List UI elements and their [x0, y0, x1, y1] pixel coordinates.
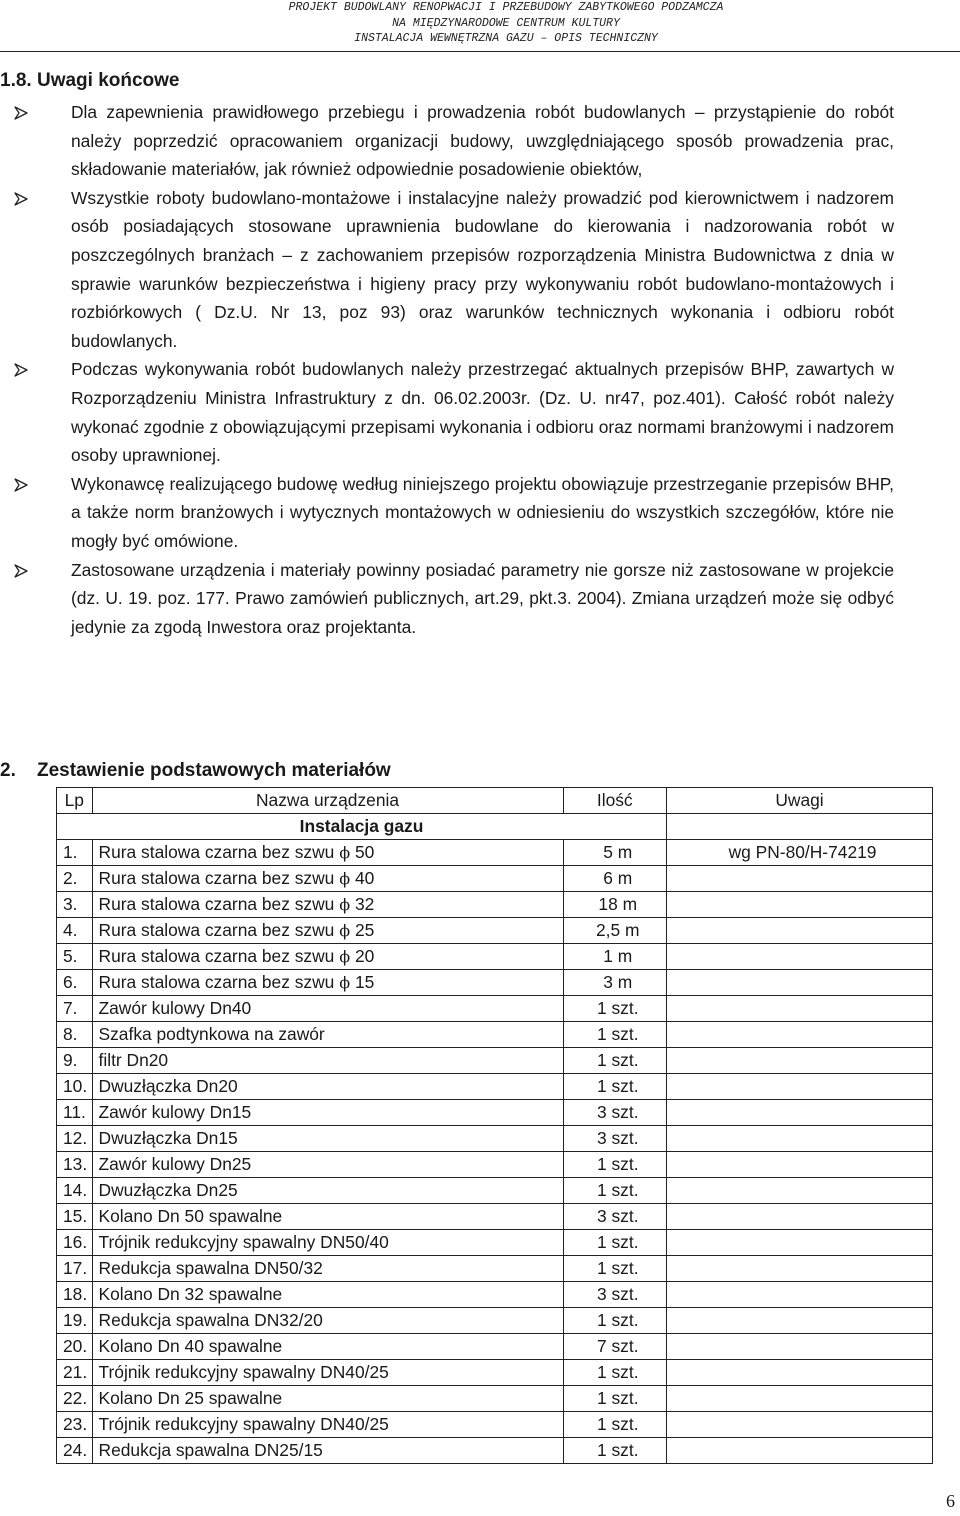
item-name: Rura stalowa czarna bez szwu: [98, 842, 335, 862]
section-title-final-remarks: 1.8. Uwagi końcowe: [0, 70, 180, 91]
cell-qty: 1 szt.: [563, 1048, 667, 1074]
cell-lp: 7.: [57, 996, 93, 1022]
cell-name: [92, 1230, 563, 1256]
cell-lp: 20.: [57, 1334, 93, 1360]
cell-qty: 1 szt.: [563, 1308, 667, 1334]
final-remarks-list: [0, 98, 894, 641]
item-name: Redukcja spawalna DN50/32: [98, 1258, 323, 1278]
cell-lp: 6.: [57, 970, 93, 996]
cell-qty: 1 szt.: [563, 996, 667, 1022]
table-row: [57, 1412, 933, 1438]
table-row: [57, 1204, 933, 1230]
header-line-3: INSTALACJA WEWNĘTRZNA GAZU – OPIS TECHNICZNY: [354, 32, 658, 45]
cell-remarks: [667, 1282, 933, 1308]
diameter-symbol: ϕ: [339, 843, 351, 862]
cell-qty: 18 m: [563, 892, 667, 918]
cell-remarks: [667, 944, 933, 970]
diameter-symbol: ϕ: [339, 973, 351, 992]
cell-name: [92, 1308, 563, 1334]
item-name: Rura stalowa czarna bez szwu: [98, 920, 335, 940]
cell-name: [92, 970, 563, 996]
list-item-text: Wszystkie roboty budowlano-montażowe i instalacyjne należy prowadzić pod kierownictwem i nadzorem osób posiadających stosowane uprawnienia budowlane do kierowania i nadzorowania robót w poszczególnych branżach – z zachowaniem przepisów rozporządzenia Ministra Budownictwa z dnia w sprawie warunków bezpieczeństwa i higieny pracy przy wykonywaniu robót budowlano-montażowych i rozbiórkowych ( Dz.U. Nr 13, poz 93) oraz warunków technicznych wykonania i odbioru robót budowlanych.: [71, 187, 894, 351]
document-header: [0, 0, 960, 47]
cell-name: [92, 1256, 563, 1282]
cell-lp: 9.: [57, 1048, 93, 1074]
cell-lp: 19.: [57, 1308, 93, 1334]
cell-remarks: [667, 996, 933, 1022]
cell-name: [92, 1152, 563, 1178]
cell-lp: 11.: [57, 1100, 93, 1126]
cell-remarks: [667, 1048, 933, 1074]
item-diameter: 50: [354, 842, 375, 862]
cell-lp: 3.: [57, 892, 93, 918]
item-diameter: 25: [354, 920, 375, 940]
cell-remarks: [667, 918, 933, 944]
header-line-1: PROJEKT BUDOWLANY RENOPWACJI I PRZEBUDOWY ZABYTKOWEGO PODZAMCZA: [288, 1, 724, 14]
table-row: [57, 1360, 933, 1386]
cell-qty: 3 szt.: [563, 1126, 667, 1152]
header-lp: Lp: [57, 788, 93, 814]
cell-qty: 7 szt.: [563, 1334, 667, 1360]
cell-remarks: [667, 1438, 933, 1464]
cell-name: [92, 1360, 563, 1386]
cell-lp: 16.: [57, 1230, 93, 1256]
item-name: Trójnik redukcyjny spawalny DN40/25: [98, 1362, 389, 1382]
cell-remarks: [667, 1386, 933, 1412]
cell-qty: 3 szt.: [563, 1100, 667, 1126]
item-name: filtr Dn20: [98, 1050, 169, 1070]
cell-qty: 1 szt.: [563, 1152, 667, 1178]
item-name: Rura stalowa czarna bez szwu: [98, 972, 335, 992]
cell-lp: 12.: [57, 1126, 93, 1152]
table-row: [57, 1438, 933, 1464]
table-row: [57, 1386, 933, 1412]
item-name: Zawór kulowy Dn15: [98, 1102, 252, 1122]
diameter-symbol: ϕ: [339, 869, 351, 888]
cell-name: [92, 892, 563, 918]
cell-remarks: [667, 1308, 933, 1334]
cell-lp: 1.: [57, 840, 93, 866]
cell-name: [92, 1438, 563, 1464]
list-item: [0, 470, 894, 556]
cell-remarks: [667, 1074, 933, 1100]
item-name: Dwuzłączka Dn25: [98, 1180, 238, 1200]
header-divider: [0, 51, 960, 52]
cell-name: [92, 866, 563, 892]
table-header-row: [57, 788, 933, 814]
page-number: 6: [946, 1491, 955, 1511]
group-remarks-cell: [667, 814, 933, 840]
cell-qty: 3 m: [563, 970, 667, 996]
table-row: [57, 970, 933, 996]
header-qty: Ilość: [563, 788, 667, 814]
cell-remarks: [667, 1100, 933, 1126]
diameter-symbol: ϕ: [339, 921, 351, 940]
item-name: Trójnik redukcyjny spawalny DN40/25: [98, 1414, 389, 1434]
cell-qty: 1 m: [563, 944, 667, 970]
cell-remarks: [667, 1360, 933, 1386]
cell-name: [92, 1334, 563, 1360]
cell-remarks: [667, 1178, 933, 1204]
cell-name: [92, 1048, 563, 1074]
table-row: [57, 866, 933, 892]
cell-remarks: [667, 1126, 933, 1152]
cell-lp: 22.: [57, 1386, 93, 1412]
item-diameter: 40: [354, 868, 375, 888]
arrowhead-bullet-icon: [14, 192, 28, 206]
arrowhead-bullet-icon: [14, 106, 28, 120]
list-item: [0, 98, 894, 184]
cell-lp: 2.: [57, 866, 93, 892]
table-row: [57, 1178, 933, 1204]
cell-lp: 15.: [57, 1204, 93, 1230]
table-row: [57, 918, 933, 944]
cell-qty: 3 szt.: [563, 1204, 667, 1230]
cell-lp: 14.: [57, 1178, 93, 1204]
cell-qty: 1 szt.: [563, 1438, 667, 1464]
cell-name: [92, 1412, 563, 1438]
cell-lp: 4.: [57, 918, 93, 944]
cell-name: [92, 996, 563, 1022]
header-line-2: NA MIĘDZYNARODOWE CENTRUM KULTURY: [392, 16, 620, 30]
cell-remarks: [667, 970, 933, 996]
cell-qty: 5 m: [563, 840, 667, 866]
cell-remarks: [667, 1230, 933, 1256]
cell-remarks: [667, 1256, 933, 1282]
item-name: Trójnik redukcyjny spawalny DN50/40: [98, 1232, 389, 1252]
arrowhead-bullet-icon: [14, 564, 28, 578]
cell-name: [92, 1204, 563, 1230]
item-name: Szafka podtynkowa na zawór: [98, 1024, 325, 1044]
cell-lp: 13.: [57, 1152, 93, 1178]
cell-name: [92, 944, 563, 970]
cell-qty: 1 szt.: [563, 1386, 667, 1412]
cell-lp: 10.: [57, 1074, 93, 1100]
cell-remarks: [667, 1022, 933, 1048]
cell-lp: 21.: [57, 1360, 93, 1386]
cell-name: [92, 1178, 563, 1204]
header-name: Nazwa urządzenia: [92, 788, 563, 814]
cell-lp: 18.: [57, 1282, 93, 1308]
cell-qty: 1 szt.: [563, 1178, 667, 1204]
list-item-text: Wykonawcę realizującego budowę według niniejszego projektu obowiązuje przestrzeganie przepisów BHP, a także norm branżowych i wytycznych montażowych w odniesieniu do wszystkich szczegółów, które nie mogły być omówione.: [71, 473, 894, 551]
table-row: [57, 1256, 933, 1282]
item-diameter: 20: [354, 946, 375, 966]
cell-lp: 17.: [57, 1256, 93, 1282]
cell-name: [92, 1386, 563, 1412]
group-title: Instalacja gazu: [57, 814, 667, 840]
cell-qty: 1 szt.: [563, 1360, 667, 1386]
cell-remarks: [667, 1412, 933, 1438]
section-number: 2.: [0, 760, 16, 781]
cell-name: [92, 840, 563, 866]
item-name: Rura stalowa czarna bez szwu: [98, 946, 335, 966]
diameter-symbol: ϕ: [339, 895, 351, 914]
cell-qty: 1 szt.: [563, 1022, 667, 1048]
table-row: [57, 1126, 933, 1152]
list-item-text: Podczas wykonywania robót budowlanych należy przestrzegać aktualnych przepisów BHP, zawartych w Rozporządzeniu Ministra Infrastruktury z dn. 06.02.2003r. (Dz. U. nr47, poz.401). Całość robót należy wykonać zgodnie z obowiązującymi przepisami wykonania i odbioru oraz normami branżowymi i nadzorem osoby uprawnionej.: [71, 359, 894, 466]
cell-remarks: [667, 1334, 933, 1360]
item-name: Kolano Dn 25 spawalne: [98, 1388, 283, 1408]
list-item: [0, 184, 894, 356]
arrowhead-bullet-icon: [14, 363, 28, 377]
arrowhead-bullet-icon: [14, 478, 28, 492]
item-diameter: 15: [354, 972, 375, 992]
cell-name: [92, 918, 563, 944]
cell-qty: 6 m: [563, 866, 667, 892]
table-row: [57, 1048, 933, 1074]
materials-table-body: [57, 840, 933, 1464]
cell-remarks: [667, 1152, 933, 1178]
cell-lp: 8.: [57, 1022, 93, 1048]
table-row: [57, 1230, 933, 1256]
cell-lp: 24.: [57, 1438, 93, 1464]
item-name: Rura stalowa czarna bez szwu: [98, 868, 335, 888]
materials-table: [56, 787, 933, 1464]
item-name: Dwuzłączka Dn20: [98, 1076, 238, 1096]
item-name: Zawór kulowy Dn25: [98, 1154, 252, 1174]
cell-remarks: [667, 892, 933, 918]
item-name: Redukcja spawalna DN25/15: [98, 1440, 323, 1460]
cell-name: [92, 1126, 563, 1152]
section-title-materials: [0, 759, 391, 783]
cell-qty: 2,5 m: [563, 918, 667, 944]
item-name: Kolano Dn 32 spawalne: [98, 1284, 283, 1304]
table-row: [57, 1334, 933, 1360]
table-row: [57, 1100, 933, 1126]
cell-remarks: [667, 1204, 933, 1230]
list-item: [0, 556, 894, 642]
cell-qty: 1 szt.: [563, 1256, 667, 1282]
list-item-text: Zastosowane urządzenia i materiały powinny posiadać parametry nie gorsze niż zastosowane w projekcie (dz. U. 19. poz. 177. Prawo zamówień publicznych, art.29, pkt.3. 2004). Zmiana urządzeń może się odbyć jedynie za zgodą Inwestora oraz projektanta.: [71, 559, 894, 637]
item-name: Zawór kulowy Dn40: [98, 998, 252, 1018]
table-row: [57, 892, 933, 918]
cell-name: [92, 1100, 563, 1126]
table-row: [57, 996, 933, 1022]
table-row: [57, 840, 933, 866]
section-title-text: Zestawienie podstawowych materiałów: [37, 760, 391, 781]
cell-lp: 5.: [57, 944, 93, 970]
item-name: Rura stalowa czarna bez szwu: [98, 894, 335, 914]
item-name: Redukcja spawalna DN32/20: [98, 1310, 323, 1330]
cell-lp: 23.: [57, 1412, 93, 1438]
table-row: [57, 1022, 933, 1048]
item-diameter: 32: [354, 894, 375, 914]
cell-name: [92, 1282, 563, 1308]
item-name: Dwuzłączka Dn15: [98, 1128, 238, 1148]
table-row: [57, 1074, 933, 1100]
table-row: [57, 1308, 933, 1334]
table-row: [57, 1282, 933, 1308]
cell-name: [92, 1074, 563, 1100]
table-row: [57, 944, 933, 970]
cell-qty: 1 szt.: [563, 1230, 667, 1256]
cell-qty: 1 szt.: [563, 1074, 667, 1100]
table-row: [57, 1152, 933, 1178]
table-group-row: [57, 814, 933, 840]
cell-remarks: wg PN-80/H-74219: [667, 840, 933, 866]
item-name: Kolano Dn 50 spawalne: [98, 1206, 283, 1226]
header-remarks: Uwagi: [667, 788, 933, 814]
item-name: Kolano Dn 40 spawalne: [98, 1336, 283, 1356]
cell-remarks: [667, 866, 933, 892]
cell-name: [92, 1022, 563, 1048]
list-item-text: Dla zapewnienia prawidłowego przebiegu i prowadzenia robót budowlanych – przystąpienie do robót należy poprzedzić opracowaniem organizacji budowy, uwzględniającego sposób prowadzenia prac, składowanie materiałów, jak również odpowiednie posadowienie obiektów,: [71, 102, 894, 180]
list-item: [0, 355, 894, 469]
diameter-symbol: ϕ: [339, 947, 351, 966]
cell-qty: 3 szt.: [563, 1282, 667, 1308]
cell-qty: 1 szt.: [563, 1412, 667, 1438]
